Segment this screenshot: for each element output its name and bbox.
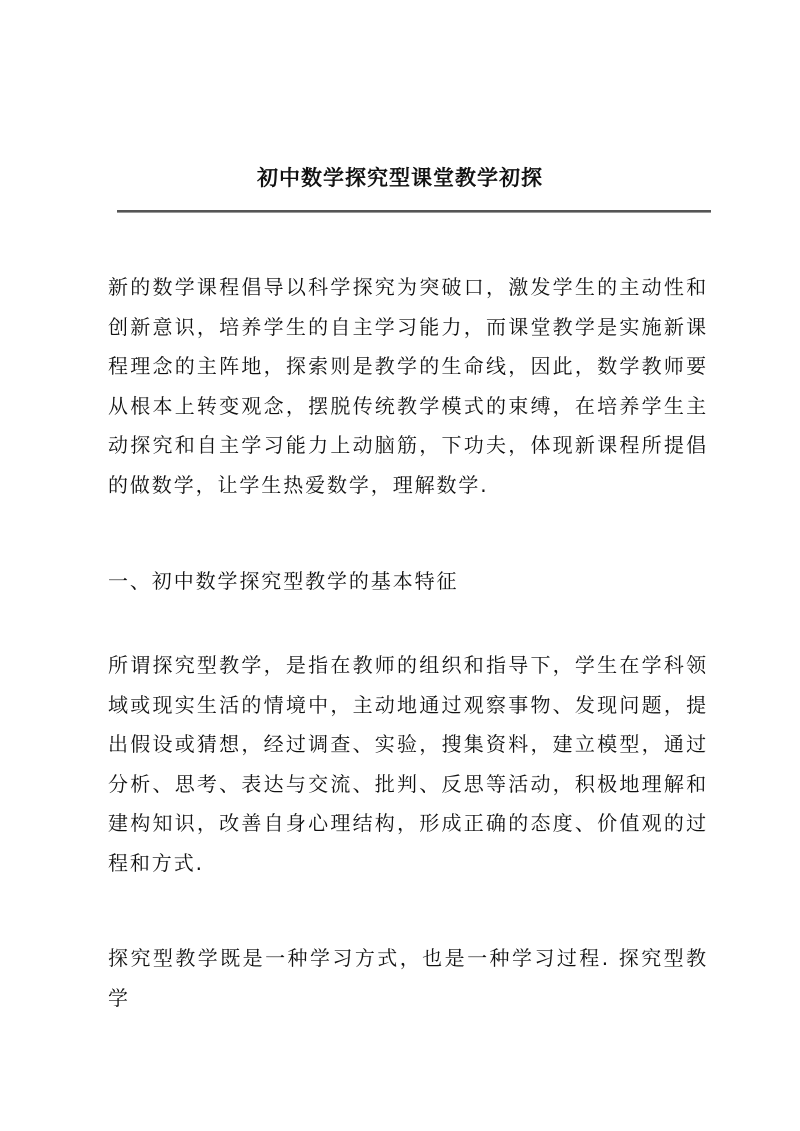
intro-paragraph: 新的数学课程倡导以科学探究为突破口，激发学生的主动性和创新意识，培养学生的自主学习能力，而课堂教学是实施新课程理念的主阵地，探索则是教学的生命线，因此，数学教师要从根本上转变观念，摆脱传统教学模式的束缚，在培养学生主动探究和自主学习能力上动脑筋，下功夫，体现新课程所提倡的做数学，让学生热爱数学，理解数学. [108,275,708,497]
title-divider [117,210,711,213]
section-paragraph: 所谓探究型教学，是指在教师的组织和指导下，学生在学科领域或现实生活的情境中，主动地通过观察事物、发现问题，提出假设或猜想，经过调查、实验，搜集资料，建立模型，通过分析、思考、表达与交流、批判、反思等活动，积极地理解和建构知识，改善自身心理结构，形成正确的态度、价值观的过程和方式. [108,653,708,875]
section-paragraph: 探究型教学既是一种学习方式，也是一种学习过程. 探究型教学 [108,946,708,1010]
section-heading: 一、初中数学探究型教学的基本特征 [108,569,459,593]
document-title: 初中数学探究型课堂教学初探 [257,165,543,190]
